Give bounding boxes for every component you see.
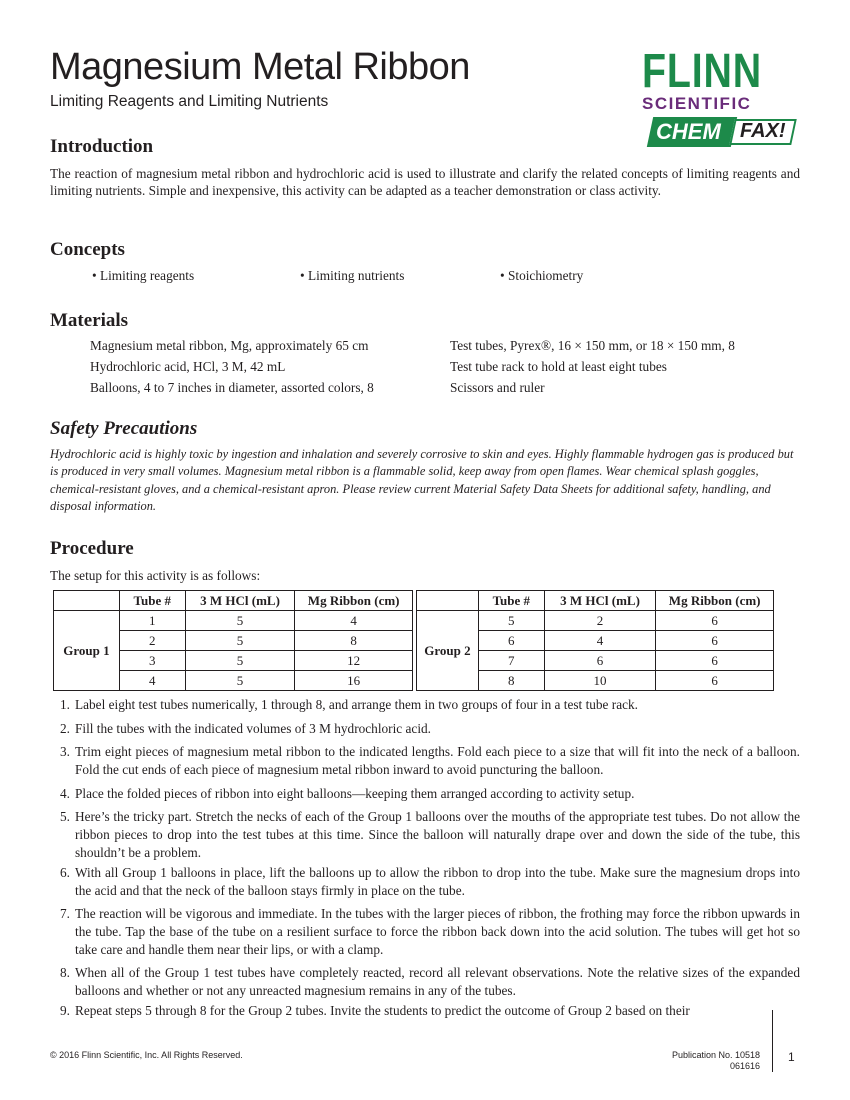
table-header: 3 M HCl (mL) (185, 591, 295, 611)
procedure-step: 9. Repeat steps 5 through 8 for the Group 2 tubes. Invite the students to predict the outcome of Group 2 based on their (60, 1003, 690, 1018)
table-row: Group 2 5 2 6 (417, 611, 774, 631)
footer-divider (772, 1010, 773, 1072)
table-row: 7 6 6 (417, 651, 774, 671)
group-label: Group 2 (417, 611, 479, 691)
table-header: Tube # (119, 591, 185, 611)
material-item: Balloons, 4 to 7 inches in diameter, assorted colors, 8 (90, 380, 374, 395)
concept-item: • Limiting reagents (92, 268, 195, 283)
procedure-step: 4. Place the folded pieces of ribbon into eight balloons—keeping them arranged according to activity setup. (60, 786, 635, 801)
table-row: 8 10 6 (417, 671, 774, 691)
table-header: Mg Ribbon (cm) (656, 591, 774, 611)
procedure-step: 1. Label eight test tubes numerically, 1 through 8, and arrange them in two groups of four in a test tube rack. (60, 697, 638, 712)
group-label: Group 1 (54, 611, 120, 691)
procedure-step: 5. Here’s the tricky part. Stretch the necks of each of the Group 1 balloons over the mouths of the appropriate test tubes. Do not allow the ribbon pieces to drop into the test tubes at this time. Since the balloon will naturally drape over and down the side of the tube, this shouldn’t be a problem. (60, 809, 800, 860)
safety-heading: Safety Precautions (50, 418, 198, 439)
page-number: 1 (788, 1050, 795, 1064)
material-item: Magnesium metal ribbon, Mg, approximately 65 cm (90, 338, 369, 353)
introduction-heading: Introduction (50, 136, 154, 157)
table-row: Group 1 1 5 4 (54, 611, 413, 631)
page-subtitle: Limiting Reagents and Limiting Nutrients (50, 93, 329, 110)
concepts-heading: Concepts (50, 239, 125, 260)
material-item: Hydrochloric acid, HCl, 3 M, 42 mL (90, 359, 286, 374)
table-row: 3 5 12 (54, 651, 413, 671)
chemfax-badge (650, 117, 800, 147)
procedure-step: 2. Fill the tubes with the indicated volumes of 3 M hydrochloric acid. (60, 721, 431, 736)
table-header: Mg Ribbon (cm) (295, 591, 413, 611)
concept-item: • Stoichiometry (500, 268, 584, 283)
table-header: Tube # (478, 591, 544, 611)
logo-brand: FLINN (642, 45, 762, 98)
table-row: 4 5 16 (54, 671, 413, 691)
materials-heading: Materials (50, 310, 129, 331)
procedure-step: 8. When all of the Group 1 test tubes have completely reacted, record all relevant observations. Note the relative sizes of the expanded balloons and whether or not any unreacted magnesium remains in any of the tubes. (60, 965, 800, 998)
page-title: Magnesium Metal Ribbon (50, 46, 470, 88)
table-row: 6 4 6 (417, 631, 774, 651)
logo-chem: CHEM (656, 119, 721, 144)
logo-scientific: SCIENTIFIC (642, 94, 752, 113)
material-item: Scissors and ruler (450, 380, 545, 395)
setup-table-group-2 (416, 590, 774, 691)
publication-info: Publication No. 10518 061616 (671, 1050, 760, 1071)
procedure-step: 7. The reaction will be vigorous and immediate. In the tubes with the larger pieces of ribbon, the frothing may force the ribbon upwards in the tube. Tap the base of the tube on a resilient surface to force the ribbon back down into the acid solution. The tubes will get hot so take care and handle them near their lips, or with a clamp. (60, 906, 800, 957)
procedure-step: 3. Trim eight pieces of magnesium metal ribbon to the indicated lengths. Fold each piece to a size that will fit into the neck of a balloon. Fold the cut ends of each piece of magnesium metal ribbon inward to avoid puncturing the balloon. (60, 744, 800, 777)
table-header: 3 M HCl (mL) (544, 591, 656, 611)
setup-table-group-1 (53, 590, 413, 691)
logo-fax: FAX! (740, 120, 786, 142)
procedure-step: 6. With all Group 1 balloons in place, lift the balloons up to allow the ribbon to drop into the tube. Make sure the magnesium drops into the acid and that the neck of the balloon stays firmly in place on the tube. (60, 865, 800, 898)
introduction-text: The reaction of magnesium metal ribbon and hydrochloric acid is used to illustrate and clarify the related concepts of limiting reagents and limiting nutrients. Simple and inexpensive, this activity can be adapted as a teacher demonstration or class activity. (50, 166, 800, 199)
flinn-logo (640, 45, 800, 152)
procedure-intro: The setup for this activity is as follows: (50, 568, 261, 583)
procedure-heading: Procedure (50, 538, 134, 559)
material-item: Test tubes, Pyrex®, 16 × 150 mm, or 18 × 150 mm, 8 (450, 338, 735, 353)
safety-text: Hydrochloric acid is highly toxic by ingestion and inhalation and severely corrosive to skin and eyes. Highly flammable hydrogen gas is produced but is produced in very small volumes. Magnesium metal ribbon is a flammable solid, keep away from open flames. Wear chemical splash goggles, chemical-resistant gloves, and a chemical-resistant apron. Please review current Material Safety Data Sheets for additional safety, handling, and disposal information. (50, 447, 794, 514)
copyright: © 2016 Flinn Scientific, Inc. All Rights Reserved. (50, 1050, 243, 1060)
concept-item: • Limiting nutrients (300, 268, 405, 283)
material-item: Test tube rack to hold at least eight tubes (450, 359, 667, 374)
table-row: 2 5 8 (54, 631, 413, 651)
